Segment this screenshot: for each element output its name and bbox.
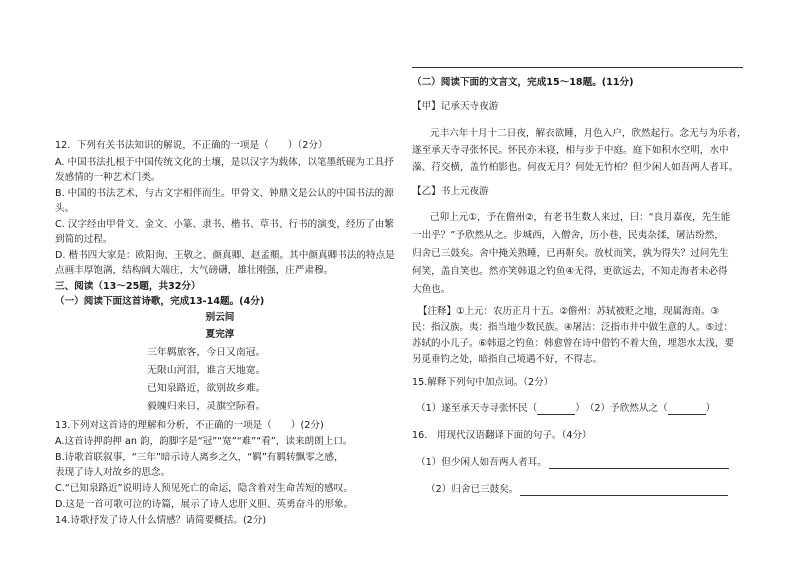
top-divider: [412, 67, 743, 68]
q15-items: [416, 403, 715, 415]
q15-item-1-label: （1）遂至承天寺寻张怀民（: [416, 403, 538, 414]
text-yi-line-4: 何笑，盖自笑也。然亦笑韩退之钓鱼④无得，更欲远去，不知走海者未必得: [412, 266, 728, 277]
q16-item-1: [416, 457, 729, 469]
q16-item-2-answer-line[interactable]: [520, 495, 728, 496]
q16-item-1-label: （1）但少闲人如吾两人者耳。: [416, 457, 547, 468]
text-yi-line-5: 大鱼也。: [412, 284, 451, 295]
text-yi-line-1: 己卯上元①，予在儋州②，有老书生数人来过，曰：“良月嘉夜，先生能: [430, 212, 731, 223]
q15-item-1-blank[interactable]: [537, 414, 575, 415]
q12-option-c: C. 汉字经由甲骨文、金文、小篆、隶书、楷书、草书、行书的演变，经历了由繁: [55, 219, 394, 230]
annotation-line-2: 民：指汉族。夷：指当地少数民族。④屠沽：泛指市井中做生意的人。⑤过：: [412, 322, 734, 333]
poem-line-3: 已知泉路近，欲别故乡难。: [147, 383, 266, 394]
section-3-heading: 三、阅读（13～25题，共32分）: [55, 281, 201, 292]
q16-stem: 16. 用现代汉语翻译下面的句子。（4分）: [412, 430, 592, 441]
text-jia-title: 【甲】记承天寺夜游: [412, 101, 499, 112]
poem-line-4: 毅魄归来日，灵旗空际看。: [147, 401, 266, 412]
q16-item-2: [426, 484, 728, 496]
poem-line-1: 三年羁旅客，今日又南冠。: [147, 347, 266, 358]
q15-item-2-label: ） （2）予欣然从之（: [575, 403, 668, 414]
part-1-heading: （一）阅读下面这首诗歌，完成13-14题。(4分): [55, 296, 265, 307]
q13-stem: 13.下列对这首诗的理解和分析，不正确的一项是（ ）(2分): [55, 420, 324, 431]
part-2-heading: （二）阅读下面的文言文，完成15～18题。(11分): [412, 77, 634, 88]
poem-author: 夏完淳: [205, 329, 235, 340]
annotation-line-3: 苏轼的小儿子。⑥韩退之钓鱼：韩愈曾在诗中借钓不着大鱼，埋怨水太浅，要: [412, 338, 735, 349]
q13-option-a: A.这首诗押韵押 an 韵，韵脚字是“冠”“宽”“难”“看”，读来朗朗上口。: [55, 436, 353, 447]
q16-item-2-label: （2）归舍已三鼓矣。: [426, 484, 519, 495]
q14-stem: 14.诗歌抒发了诗人什么情感？请简要概括。(2分): [55, 515, 267, 526]
q13-option-b-cont: 表现了诗人对故乡的思念。: [55, 467, 171, 478]
q12-option-a: A. 中国书法扎根于中国传统文化的土壤，是以汉字为载体，以笔墨纸砚为工具抒: [55, 157, 394, 168]
q13-option-d: D.这是一首可歌可泣的诗篇，展示了诗人忠肝义胆、英勇奋斗的形象。: [55, 499, 354, 510]
text-yi-line-3: 归舍已三鼓矣。舍中掩关熟睡，已再鼾矣。放杖而笑，孰为得失？过问先生: [412, 248, 729, 259]
q15-item-2-close: ）: [705, 403, 716, 414]
q12-option-d-cont: 点画丰厚饱满，结构阔大端庄，大气磅礴，雄壮刚强，庄严肃穆。: [55, 265, 334, 276]
q12-stem: 12．下列有关书法知识的解说，不正确的一项是（ ）（2分）: [55, 140, 328, 151]
q12-option-b: B. 中国的书法艺术，与古文字相伴而生。甲骨文、钟鼎文是公认的中国书法的源: [55, 188, 394, 199]
q13-option-c: C.“已知泉路近”说明诗人预见死亡的命运，隐含着对生命苦短的感叹。: [55, 483, 353, 494]
text-yi-line-2: 一出乎？”予欣然从之。步城西，入僧舍，历小巷，民夷杂揉，屠沽纷然，: [412, 230, 724, 241]
q15-stem: 15.解释下列句中加点词。（2分）: [412, 377, 554, 388]
q16-item-1-answer-line[interactable]: [549, 468, 729, 469]
poem-title: 别云间: [205, 312, 235, 323]
q12-option-a-cont: 发感情的一种艺术门类。: [55, 172, 161, 183]
text-jia-line-1: 元丰六年十月十二日夜，解衣欲睡，月色入户，欣然起行。念无与为乐者，: [430, 128, 747, 139]
annotation-line-4: 另觅垂钓之处，暗指自己境遇不好，不得志。: [412, 354, 603, 365]
text-jia-line-2: 遂至承天寺寻张怀民。怀民亦未寝，相与步于中庭。庭下如积水空明，水中: [412, 145, 729, 156]
q12-option-c-cont: 到简的过程。: [55, 234, 113, 245]
q12-option-d: D. 楷书四大家是：欧阳询、王敬之、颜真卿、赵孟頫。其中颜真卿书法的特点是: [55, 250, 395, 261]
q15-item-2-blank[interactable]: [668, 414, 706, 415]
q13-option-b: B.诗歌首联叙事，“三年”暗示诗人离乡之久，“羁”有羁转飘零之感，: [55, 452, 344, 463]
text-jia-line-3: 藻、荇交横，盖竹柏影也。何夜无月？何处无竹柏？但少闲人如吾两人者耳。: [412, 162, 739, 173]
text-yi-title: 【乙】书上元夜游: [412, 186, 489, 197]
poem-line-2: 无限山河泪，谁言天地宽。: [147, 365, 266, 376]
q12-option-b-cont: 头。: [55, 203, 75, 214]
annotation-line-1: 【注释】①上元：农历正月十五。②儋州：苏轼被贬之地，现属海南。③: [418, 306, 720, 317]
